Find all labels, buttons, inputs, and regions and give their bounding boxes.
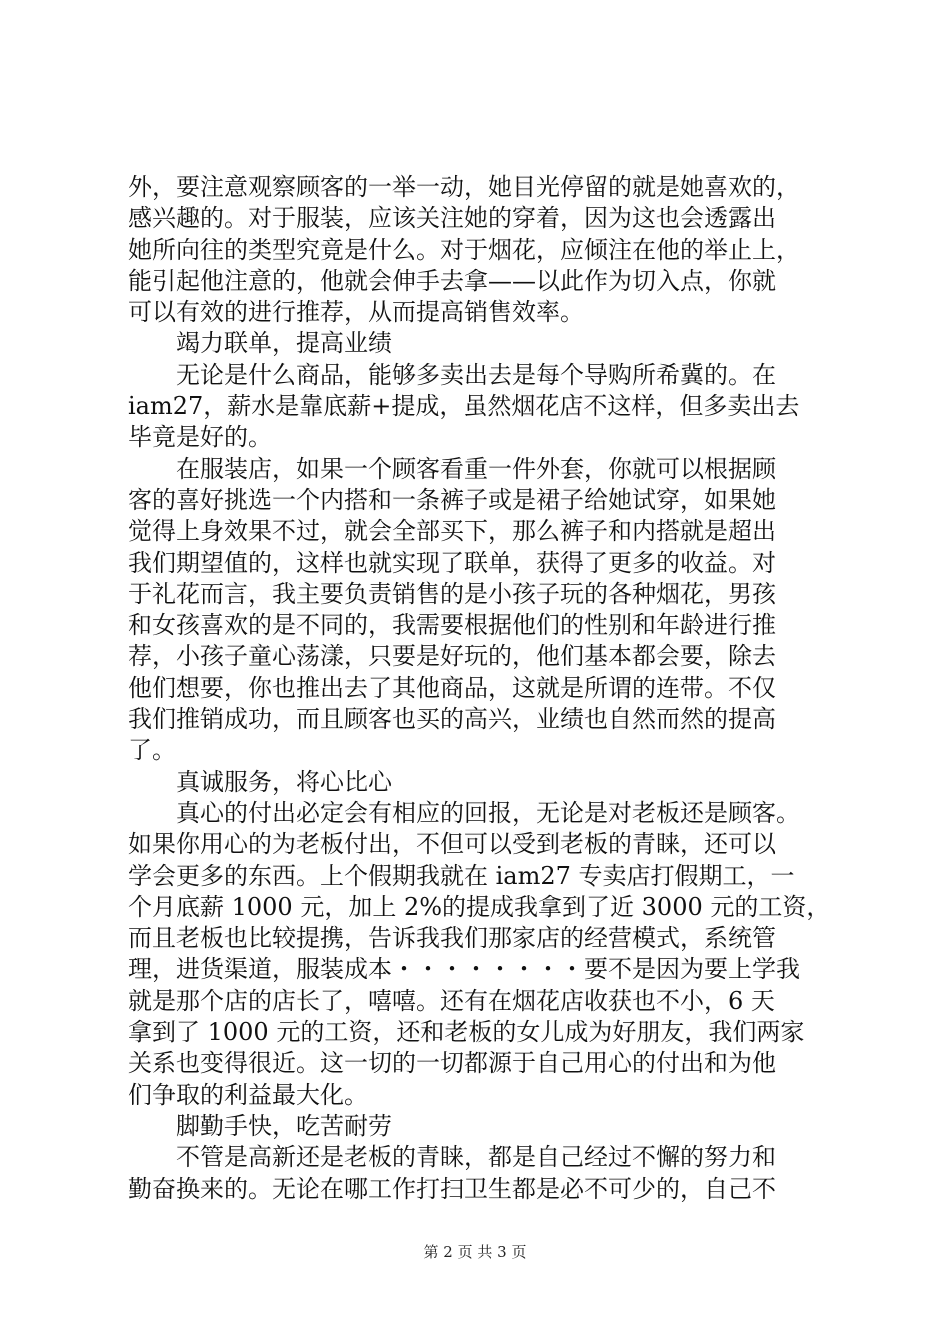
text-line: 感兴趣的。对于服装，应该关注她的穿着，因为这也会透露出 — [128, 204, 776, 233]
text-line: 个月底薪 1000 元，加上 2%的提成我拿到了近 3000 元的工资， — [128, 892, 831, 921]
text-line: 觉得上身效果不过，就会全部买下，那么裤子和内搭就是超出 — [128, 517, 776, 546]
text-line: 学会更多的东西。上个假期我就在 iam27 专卖店打假期工，一 — [128, 861, 795, 890]
text-line: 拿到了 1000 元的工资，还和老板的女儿成为好朋友，我们两家 — [128, 1018, 805, 1047]
text-line: 能引起他注意的，他就会伸手去拿——以此作为切入点，你就 — [128, 266, 776, 295]
text-line: 如果你用心的为老板付出，不但可以受到老板的青睐，还可以 — [128, 830, 776, 859]
text-line: 就是那个店的店长了，嘻嘻。还有在烟花店收获也不小，6 天 — [128, 986, 775, 1015]
text-line: 无论是什么商品，能够多卖出去是每个导购所希冀的。在 — [128, 360, 776, 389]
text-line: 客的喜好挑选一个内搭和一条裤子或是裙子给她试穿，如果她 — [128, 485, 776, 514]
text-line: 在服装店，如果一个顾客看重一件外套，你就可以根据顾 — [128, 454, 776, 483]
text-line: 于礼花而言，我主要负责销售的是小孩子玩的各种烟花，男孩 — [128, 579, 776, 608]
text-line: 不管是高新还是老板的青睐，都是自己经过不懈的努力和 — [128, 1143, 776, 1172]
section-heading: 真诚服务，将心比心 — [128, 767, 392, 796]
text-line: 他们想要，你也推出去了其他商品，这就是所谓的连带。不仅 — [128, 673, 776, 702]
body-text — [128, 172, 840, 1205]
text-line: 了。 — [128, 736, 176, 765]
text-line: 外，要注意观察顾客的一举一动，她目光停留的就是她喜欢的， — [128, 173, 800, 201]
text-line: 我们期望值的，这样也就实现了联单，获得了更多的收益。对 — [128, 548, 776, 577]
text-line: 理，进货渠道，服装成本・・・・・・・・要不是因为要上学我 — [128, 955, 800, 984]
section-heading: 竭力联单，提高业绩 — [128, 329, 392, 358]
text-line: iam27，薪水是靠底薪+提成，虽然烟花店不这样，但多卖出去 — [128, 392, 800, 421]
text-line: 而且老板也比较提携，告诉我我们那家店的经营模式，系统管 — [128, 924, 776, 953]
page-footer — [0, 1242, 950, 1262]
text-line: 我们推销成功，而且顾客也买的高兴，业绩也自然而然的提高 — [128, 705, 776, 734]
page-number: 第 2 页 共 3 页 — [423, 1243, 527, 1261]
text-line: 真心的付出必定会有相应的回报，无论是对老板还是顾客。 — [128, 798, 800, 827]
text-line: 关系也变得很近。这一切的一切都源于自己用心的付出和为他 — [128, 1049, 776, 1078]
text-line: 们争取的利益最大化。 — [128, 1080, 368, 1109]
text-line: 荐，小孩子童心荡漾，只要是好玩的，他们基本都会要，除去 — [128, 642, 776, 671]
section-heading: 脚勤手快，吃苦耐劳 — [128, 1111, 392, 1140]
text-line: 勤奋换来的。无论在哪工作打扫卫生都是必不可少的，自己不 — [128, 1174, 776, 1203]
text-line: 毕竟是好的。 — [128, 423, 272, 452]
text-line: 可以有效的进行推荐，从而提高销售效率。 — [128, 298, 584, 327]
text-line: 她所向往的类型究竟是什么。对于烟花，应倾注在他的举止上， — [128, 235, 800, 264]
text-line: 和女孩喜欢的是不同的，我需要根据他们的性别和年龄进行推 — [128, 611, 776, 640]
